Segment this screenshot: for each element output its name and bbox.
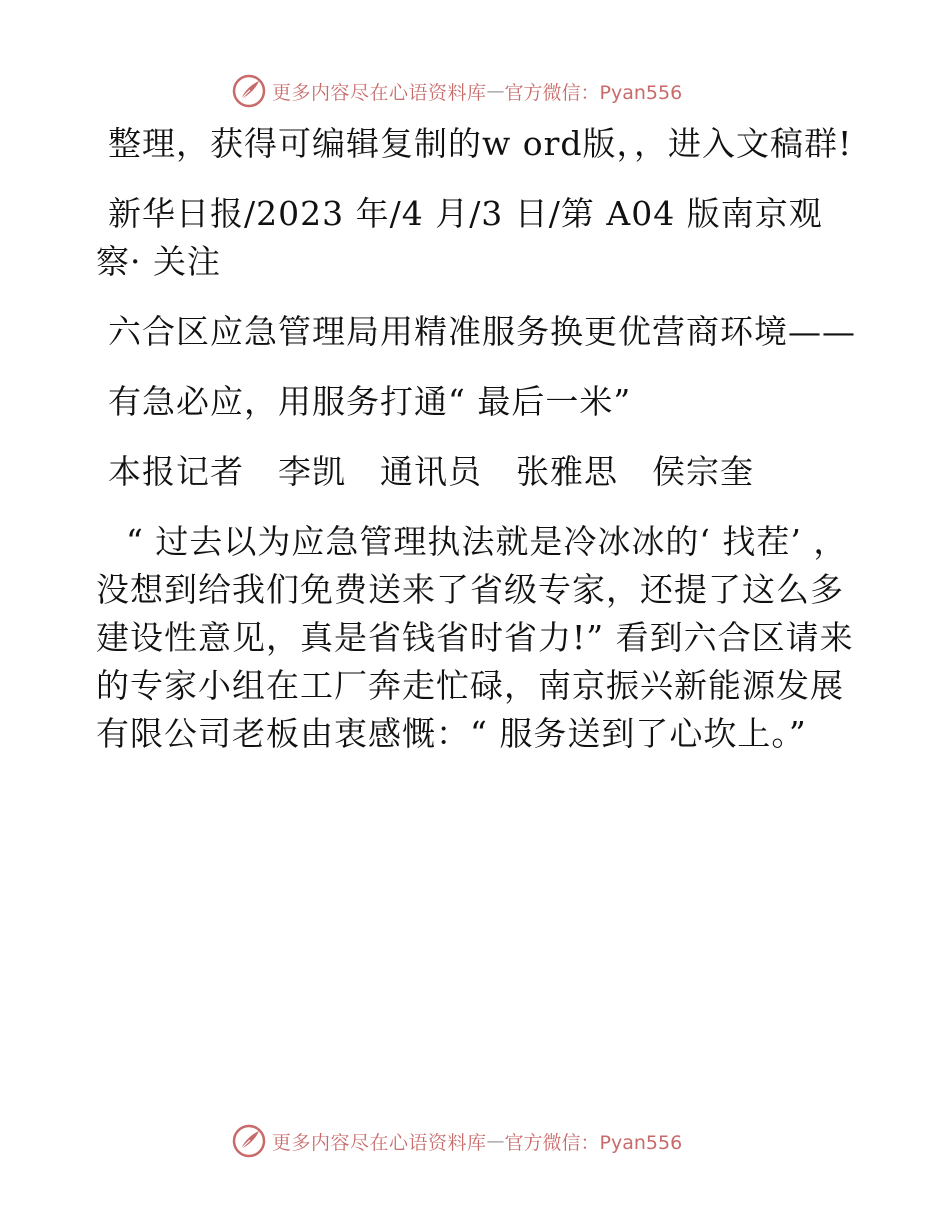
- quill-logo-icon: [232, 74, 266, 108]
- article-title: 六合区应急管理局用精准服务换更优营商环境——: [108, 312, 856, 351]
- quill-logo-icon: [232, 1124, 266, 1158]
- source-line: 新华日报/2023 年/4 月/3 日/第 A04 版南京观察· 关注: [96, 194, 823, 281]
- watermark-contact: 官方微信：Pyan556: [504, 1131, 683, 1154]
- intro-paragraph: 整理，获得可编辑复制的w ord版，，进入文稿群!: [108, 124, 853, 163]
- watermark-text: 更多内容尽在心语资料库: [272, 81, 487, 104]
- article-subtitle: 有急必应，用服务打通“ 最后一米”: [108, 382, 632, 421]
- body-paragraph: “ 过去以为应急管理执法就是冷冰冰的‘ 找茬’ ，没想到给我们免费送来了省级专家，还提了这么多建设性意见，真是省钱省时省力!” 看到六合区请来的专家小组在工厂奔走忙碌，南京振兴新能源发展有限公司老板由衷感慨：“ 服务送到了心坎上。”: [96, 522, 854, 753]
- watermark-footer: [232, 1121, 682, 1161]
- watermark-dash: —: [486, 1130, 505, 1152]
- watermark-dash: —: [486, 80, 505, 102]
- watermark-contact: 官方微信：Pyan556: [504, 81, 683, 104]
- byline: 本报记者 李凯 通讯员 张雅思 侯宗奎: [108, 452, 754, 491]
- watermark-header: [232, 71, 682, 111]
- document-body: [96, 120, 856, 780]
- watermark-text: 更多内容尽在心语资料库: [272, 1131, 487, 1154]
